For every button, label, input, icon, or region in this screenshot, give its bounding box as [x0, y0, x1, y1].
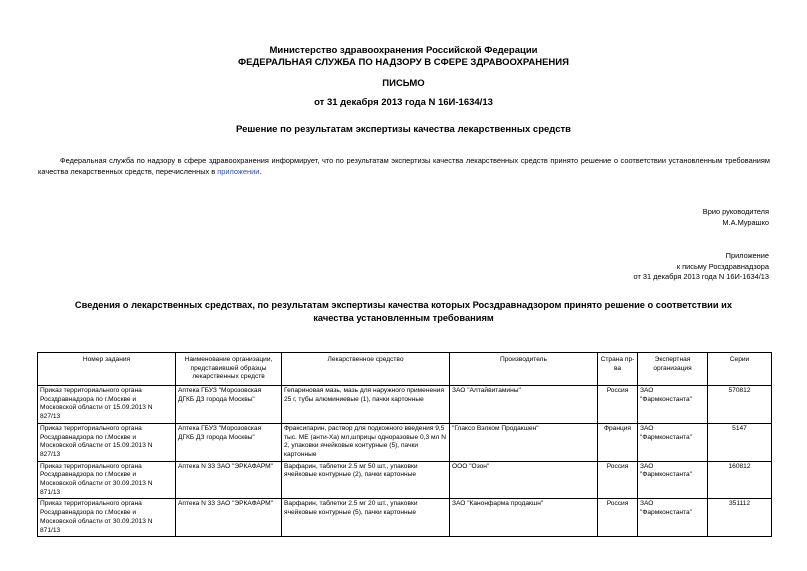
header-organization: Наименование организации, представившей образцы лекарственных средств — [176, 353, 282, 386]
table-row — [38, 423, 772, 461]
appendix-link[interactable]: приложении — [217, 167, 260, 176]
signature-block — [703, 207, 769, 228]
cell-manufacturer: ООО "Озон" — [450, 461, 598, 499]
cell-drug: Варфарин, таблетки 2.5 мг 50 шт., упаковки ячейковые контурные (2), пачки картонные — [282, 461, 450, 499]
cell-task-number: Приказ территориального органа Росздравнадзора по г.Москве и Московской области от 30.09.2013 N 871/13 — [38, 461, 176, 499]
cell-manufacturer: ЗАО "Канонфарма продакшн" — [450, 499, 598, 537]
ministry-name: Министерство здравоохранения Российской Федерации — [269, 45, 538, 56]
body-text-end: . — [259, 167, 262, 176]
appendix-reference: к письму Росздравнадзора — [676, 261, 769, 271]
cell-drug: Фраксипарин, раствор для подкожного введения 9,5 тыс. МЕ (анти-Ха) мл,шприцы одноразовые 0,3 мл N 2, упаковки ячейковые контурные (5), пачки картонные — [282, 423, 450, 461]
header-expert-org: Экспертная организация — [638, 353, 708, 386]
table-header-row — [38, 353, 772, 386]
document-date: от 31 декабря 2013 года N 16И-1634/13 — [314, 97, 493, 108]
cell-organization: Аптека N 33 ЗАО "ЭРКАФАРМ" — [176, 499, 282, 537]
cell-country: Россия — [598, 461, 638, 499]
cell-series: 570812 — [708, 386, 772, 424]
cell-organization: Аптека ГБУЗ "Морозовская ДГКБ ДЗ города Москвы" — [176, 386, 282, 424]
signature-position: Врио руководителя — [702, 207, 769, 216]
cell-country: Россия — [598, 386, 638, 424]
cell-task-number: Приказ территориального органа Росздравнадзора по г.Москве и Московской области от 30.09.2013 N 871/13 — [38, 499, 176, 537]
cell-series: 351112 — [708, 499, 772, 537]
cell-series: 160812 — [708, 461, 772, 499]
appendix-date: от 31 декабря 2013 года N 16И-1634/13 — [633, 272, 769, 281]
info-heading: Сведения о лекарственных средствах, по результатам экспертизы качества которых Росздравнадзором принято решение о соответствии их качества установленным требованиям — [74, 300, 733, 323]
cell-task-number: Приказ территориального органа Росздравнадзора по г.Москве и Московской области от 15.09.2013 N 827/13 — [38, 423, 176, 461]
cell-country: Франция — [598, 423, 638, 461]
signature-name: М.А.Мурашко — [722, 217, 769, 227]
appendix-title: Приложение — [725, 251, 769, 260]
header-task-number: Номер задания — [38, 353, 176, 386]
drugs-table — [37, 352, 772, 537]
cell-drug: Варфарин, таблетки 2.5 мг 20 шт., упаковки ячейковые контурные (5), пачки картонные — [282, 499, 450, 537]
cell-expert-org: ЗАО "Фармконстанта" — [638, 499, 708, 537]
document-subject: Решение по результатам экспертизы качества лекарственных средств — [236, 124, 571, 135]
cell-organization: Аптека N 33 ЗАО "ЭРКАФАРМ" — [176, 461, 282, 499]
table-row — [38, 461, 772, 499]
cell-series: 5147 — [708, 423, 772, 461]
header-series: Серии — [708, 353, 772, 386]
header-drug: Лекарственное средство — [282, 353, 450, 386]
cell-manufacturer: ЗАО "Алтайвитамины" — [450, 386, 598, 424]
header-manufacturer: Производитель — [450, 353, 598, 386]
cell-expert-org: ЗАО "Фармконстанта" — [638, 423, 708, 461]
cell-expert-org: ЗАО "Фармконстанта" — [638, 386, 708, 424]
body-paragraph — [38, 155, 770, 177]
cell-country: Россия — [598, 499, 638, 537]
cell-manufacturer: "Глаксо Вэлком Продакшен" — [450, 423, 598, 461]
cell-drug: Гепариновая мазь, мазь для наружного применения 25 г, тубы алюминиевые (1), пачки картонные — [282, 386, 450, 424]
table-row — [38, 386, 772, 424]
body-text: Федеральная служба по надзору в сфере здравоохранения информирует, что по результатам экспертизы качества лекарственных средств принято решение о соответствии установленным требованиям качества лекарственных средств, перечисленных в — [38, 156, 770, 176]
cell-expert-org: ЗАО "Фармконстанта" — [638, 461, 708, 499]
cell-task-number: Приказ территориального органа Росздравнадзора по г.Москве и Московской области от 15.09.2013 N 827/13 — [38, 386, 176, 424]
header-country: Страна пр-ва — [598, 353, 638, 386]
table-row — [38, 499, 772, 537]
service-name: ФЕДЕРАЛЬНАЯ СЛУЖБА ПО НАДЗОРУ В СФЕРЕ ЗДРАВООХРАНЕНИЯ — [238, 57, 569, 68]
appendix-block — [634, 251, 769, 283]
cell-organization: Аптека ГБУЗ "Морозовская ДГКБ ДЗ города Москвы" — [176, 423, 282, 461]
document-type: ПИСЬМО — [382, 78, 425, 89]
